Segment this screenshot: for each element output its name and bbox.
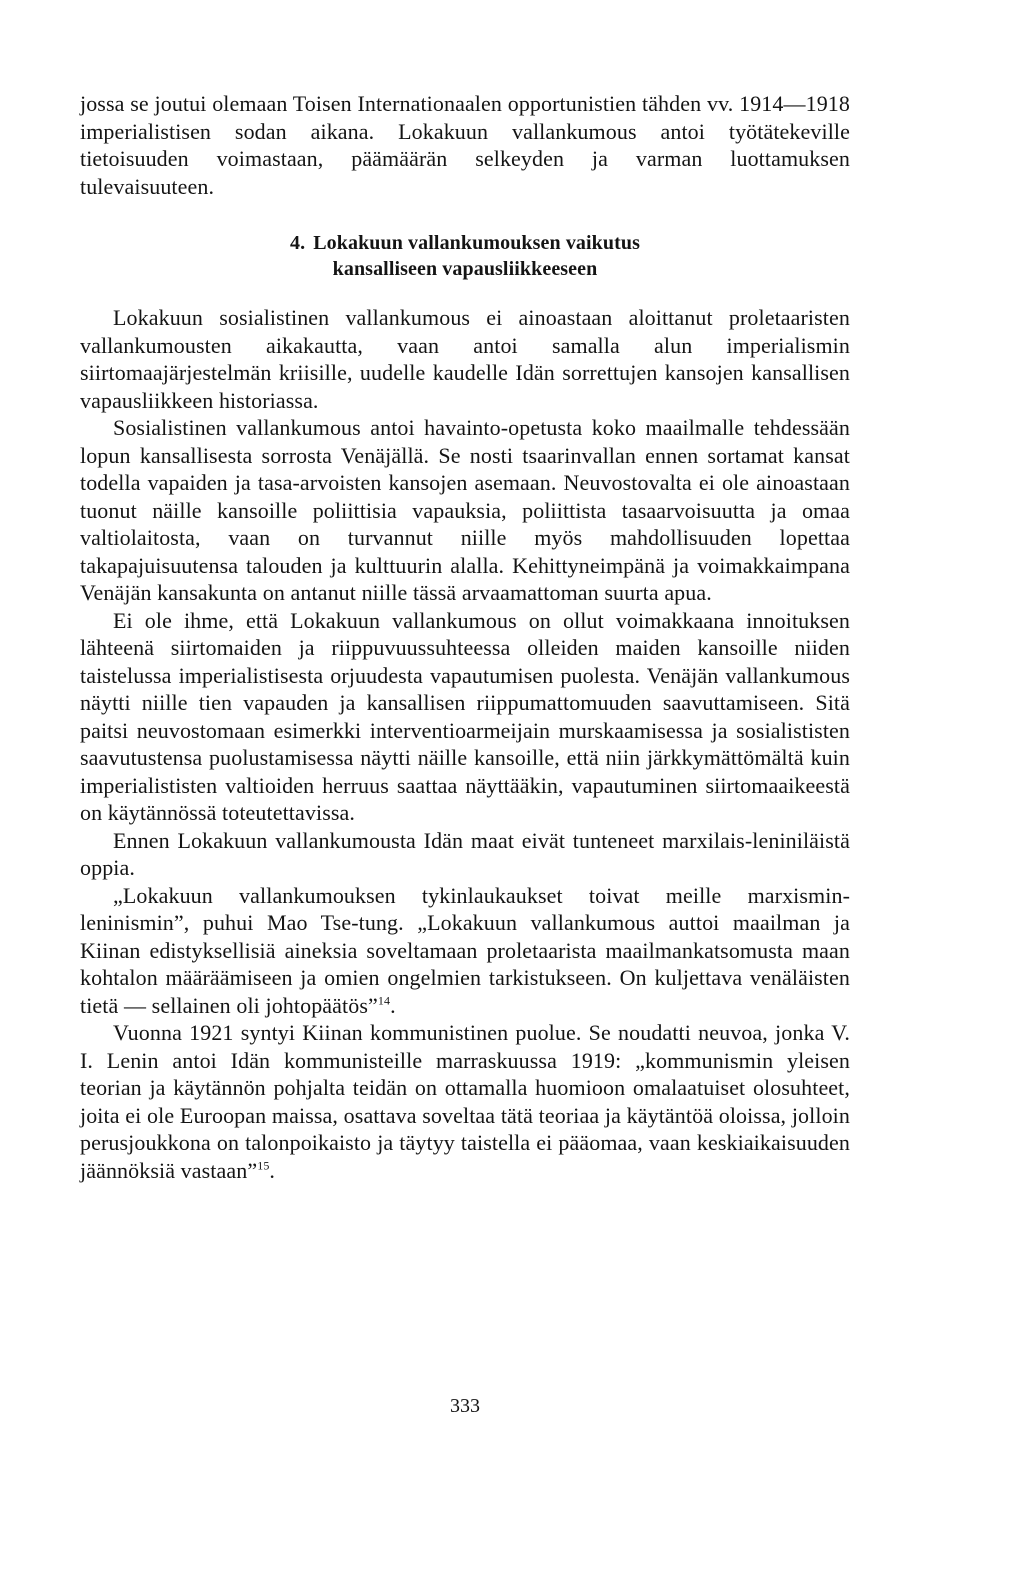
paragraph-4 [80, 827, 850, 882]
paragraph-text: „Lokakuun vallankumouksen tykinlaukaukset toivat meille marxismin-leninismin”, puhui Mao Tse-tung. „Lokakuun vallankumous auttoi maailman ja Kiinan edistyksellisiä aineksia soveltamaan proletaarista maailmankatsomusta maan kohtalon määräämiseen ja omien ongelmien tarkistukseen. On kuljettava venäläisten tietä — sellainen oli johtopäätös” [80, 882, 850, 1018]
paragraph-text: Sosialistinen vallankumous antoi havainto-opetusta koko maailmalle tehdessään lopun kansallisesta sorrosta Venäjällä. Se nosti tsaarinvallan ennen sortamat kansat todella vapaiden ja tasa-arvoisten kansojen asemaan. Neuvostovalta ei ole ainoastaan tuonut näille kansoille poliittisia vapauksia, poliittista tasaarvoisuutta ja omaa valtiolaitosta, vaan on turvannut niille myös mahdollisuuden lopettaa takapajuisuutensa talouden ja kulttuurin alalla. Kehittyneimpänä ja voimakkaimpana Venäjän kansakunta on antanut niille tässä arvaamattoman suurta apua. [80, 415, 850, 605]
paragraph-text: Ei ole ihme, että Lokakuun vallankumous on ollut voimakkaana innoituksen lähteenä siirtomaiden ja riippuvuussuhteessa olleiden maiden kansoille niiden taistelussa imperialistisesta orjuudesta vapautumisen puolesta. Venäjän vallankumous näytti niille tien vapauden ja kansallisen riippumattomuuden saavuttamiseen. Sitä paitsi neuvostomaan esimerkki interventioarmeijain murskaamisessa ja sosialististen saavutustensa puolustamisessa näytti näille kansoille, että niin järkkymättömältä kuin imperialististen valtioiden herruus saattaa näyttääkin, vapautuminen siirtomaaikeestä on käytännössä toteutettavissa. [80, 607, 850, 825]
page-number: 333 [450, 1395, 480, 1417]
paragraph-end-punct: . [390, 992, 396, 1018]
footnote-ref-15: 15 [257, 1158, 270, 1173]
section-number: 4. [290, 232, 306, 254]
paragraph-text: Lokakuun sosialistinen vallankumous ei ainoastaan aloittanut proletaaristen vallankumousten aikakautta, vaan antoi samalla alun imperialismin siirtomaajärjestelmän kriisille, uudelle kaudelle Idän sorrettujen kansojen kansallisen vapausliikkeen historiassa. [80, 305, 850, 413]
section-heading [80, 230, 850, 282]
paragraph-2 [80, 414, 850, 607]
paragraph-5 [80, 882, 850, 1020]
paragraph-text: Ennen Lokakuun vallankumousta Idän maat eivät tunteneet marxilais-leniniläistä oppia. [80, 827, 850, 880]
intro-paragraph: jossa se joutui olemaan Toisen Internationaalen opportunistien tähden vv. 1914—1918 imperialistisen sodan aikana. Lokakuun vallankumous antoi työtätekeville tietoisuuden voimastaan, päämäärän selkeyden ja varman luottamuksen tulevaisuuteen. [80, 91, 850, 199]
paragraph-6 [80, 1019, 850, 1184]
section-heading-line1 [80, 230, 850, 256]
paragraph-end-punct: . [269, 1157, 276, 1183]
section-title-line2: kansalliseen vapausliikkeeseen [332, 258, 598, 280]
paragraph-3 [80, 607, 850, 827]
footnote-ref-14: 14 [377, 993, 391, 1008]
paragraph-text: Vuonna 1921 syntyi Kiinan kommunistinen puolue. Se noudatti neuvoa, jonka V. I. Lenin antoi Idän kommunisteille marraskuussa 1919: „kommunismin yleisen teorian ja käytännön pohjalta teidän on ottamalla huomioon omalaatuiset olosuhteet, joita ei ole Euroopan maissa, osattava soveltaa tätä teoriaa ja käytäntöä oloissa, jolloin perusjoukkona on talonpoikaisto ja täytyy taistella ei pääomaa, vaan keskiaikaisuuden jäännöksiä vastaan” [80, 1020, 850, 1183]
page-body [80, 90, 850, 1184]
paragraph-1 [80, 304, 850, 414]
section-title-line1: Lokakuun vallankumouksen vaikutus [313, 232, 640, 254]
